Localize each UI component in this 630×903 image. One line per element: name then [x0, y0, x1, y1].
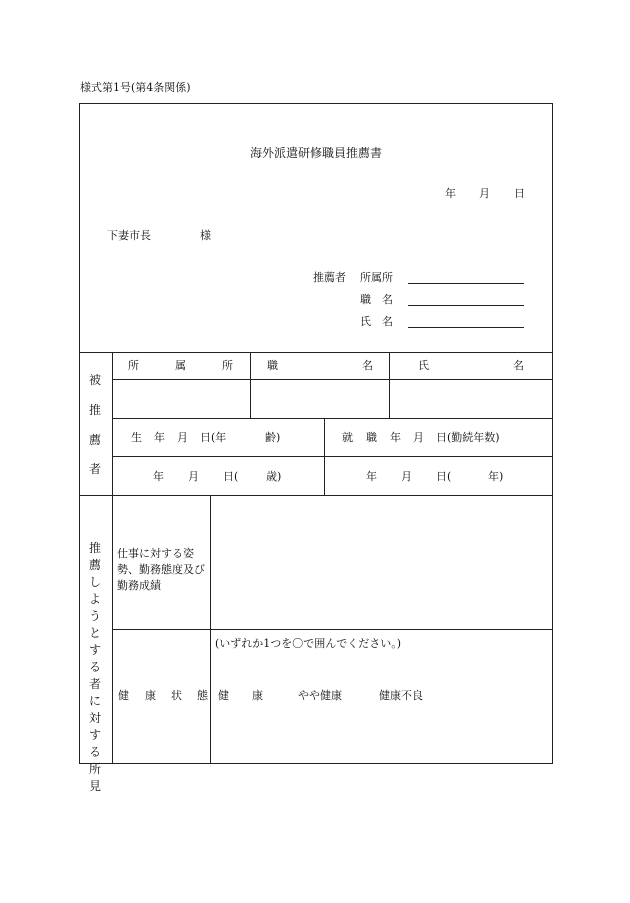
employment-label-5: 日(勤続年数) [436, 431, 500, 444]
document-title: 海外派遣研修職員推薦書 [250, 146, 383, 160]
col-name-char-2: 名 [513, 359, 524, 372]
date-year-label: 年 [445, 187, 456, 200]
employment-years-unit: 年) [488, 470, 504, 483]
health-label-3: 状 [171, 689, 182, 702]
nominee-side-char-1: 被 [89, 373, 102, 387]
health-label-1: 健 [118, 689, 129, 702]
health-option-good-char-1[interactable]: 健 [218, 689, 229, 702]
work-attitude-cell[interactable] [211, 496, 551, 628]
birth-year-unit: 年 [153, 470, 164, 483]
findings-side-label: 推薦しようとする者に対する所見 [88, 541, 101, 793]
date-day-label: 日 [514, 187, 525, 200]
health-label-2: 康 [145, 689, 156, 702]
employment-month-unit: 月 [401, 470, 412, 483]
col-position-char-1: 職 [267, 359, 278, 372]
birth-label-3: 月 [177, 431, 188, 444]
birth-month-unit: 月 [188, 470, 199, 483]
employment-day-unit: 日( [436, 470, 452, 483]
birth-age-unit: 歳) [266, 470, 282, 483]
col-name-char-1: 氏 [418, 359, 429, 372]
col-position-char-2: 名 [362, 359, 373, 372]
nominee-affiliation-cell[interactable] [113, 380, 249, 417]
work-attitude-label: 仕事に対する姿勢、勤務態度及び勤務成績 [117, 547, 205, 592]
employment-label-1: 就 [342, 431, 353, 444]
addressee-name: 下妻市長 [107, 229, 151, 242]
health-option-fair[interactable]: やや健康 [298, 689, 342, 702]
birth-day-unit: 日( [223, 470, 239, 483]
birth-label-4: 日(年 [200, 431, 227, 444]
health-option-good-char-2[interactable]: 康 [252, 689, 263, 702]
recommender-position-field[interactable] [408, 305, 524, 306]
nominee-position-cell[interactable] [251, 380, 388, 417]
col-affiliation-char-2: 属 [175, 359, 186, 372]
col-affiliation-char-1: 所 [128, 359, 139, 372]
nominee-name-cell[interactable] [390, 380, 551, 417]
recommender-affiliation-field[interactable] [408, 283, 524, 284]
employment-label-3: 年 [390, 431, 401, 444]
recommender-affiliation-label: 所属所 [360, 271, 393, 284]
recommender-label: 推薦者 [313, 271, 346, 284]
date-month-label: 月 [479, 187, 490, 200]
birth-label-1: 生 [131, 431, 142, 444]
nominee-side-char-2: 推 [89, 403, 102, 417]
form-number: 様式第1号(第4条関係) [80, 81, 191, 94]
health-instruction: (いずれか1つを〇で囲んでください。) [215, 637, 402, 650]
recommender-name-label: 氏 名 [360, 315, 393, 328]
birth-label-5: 齢) [265, 431, 281, 444]
recommender-position-label: 職 名 [360, 293, 393, 306]
employment-label-4: 月 [413, 431, 424, 444]
employment-year-unit: 年 [366, 470, 377, 483]
addressee-honorific: 様 [200, 229, 211, 242]
health-label-4: 態 [197, 689, 208, 702]
nominee-side-char-3: 薦 [89, 433, 102, 447]
recommender-name-field[interactable] [408, 327, 524, 328]
employment-label-2: 職 [366, 431, 377, 444]
nominee-side-char-4: 者 [89, 462, 102, 476]
health-option-poor[interactable]: 健康不良 [379, 689, 423, 702]
col-affiliation-char-3: 所 [222, 359, 233, 372]
birth-label-2: 年 [154, 431, 165, 444]
